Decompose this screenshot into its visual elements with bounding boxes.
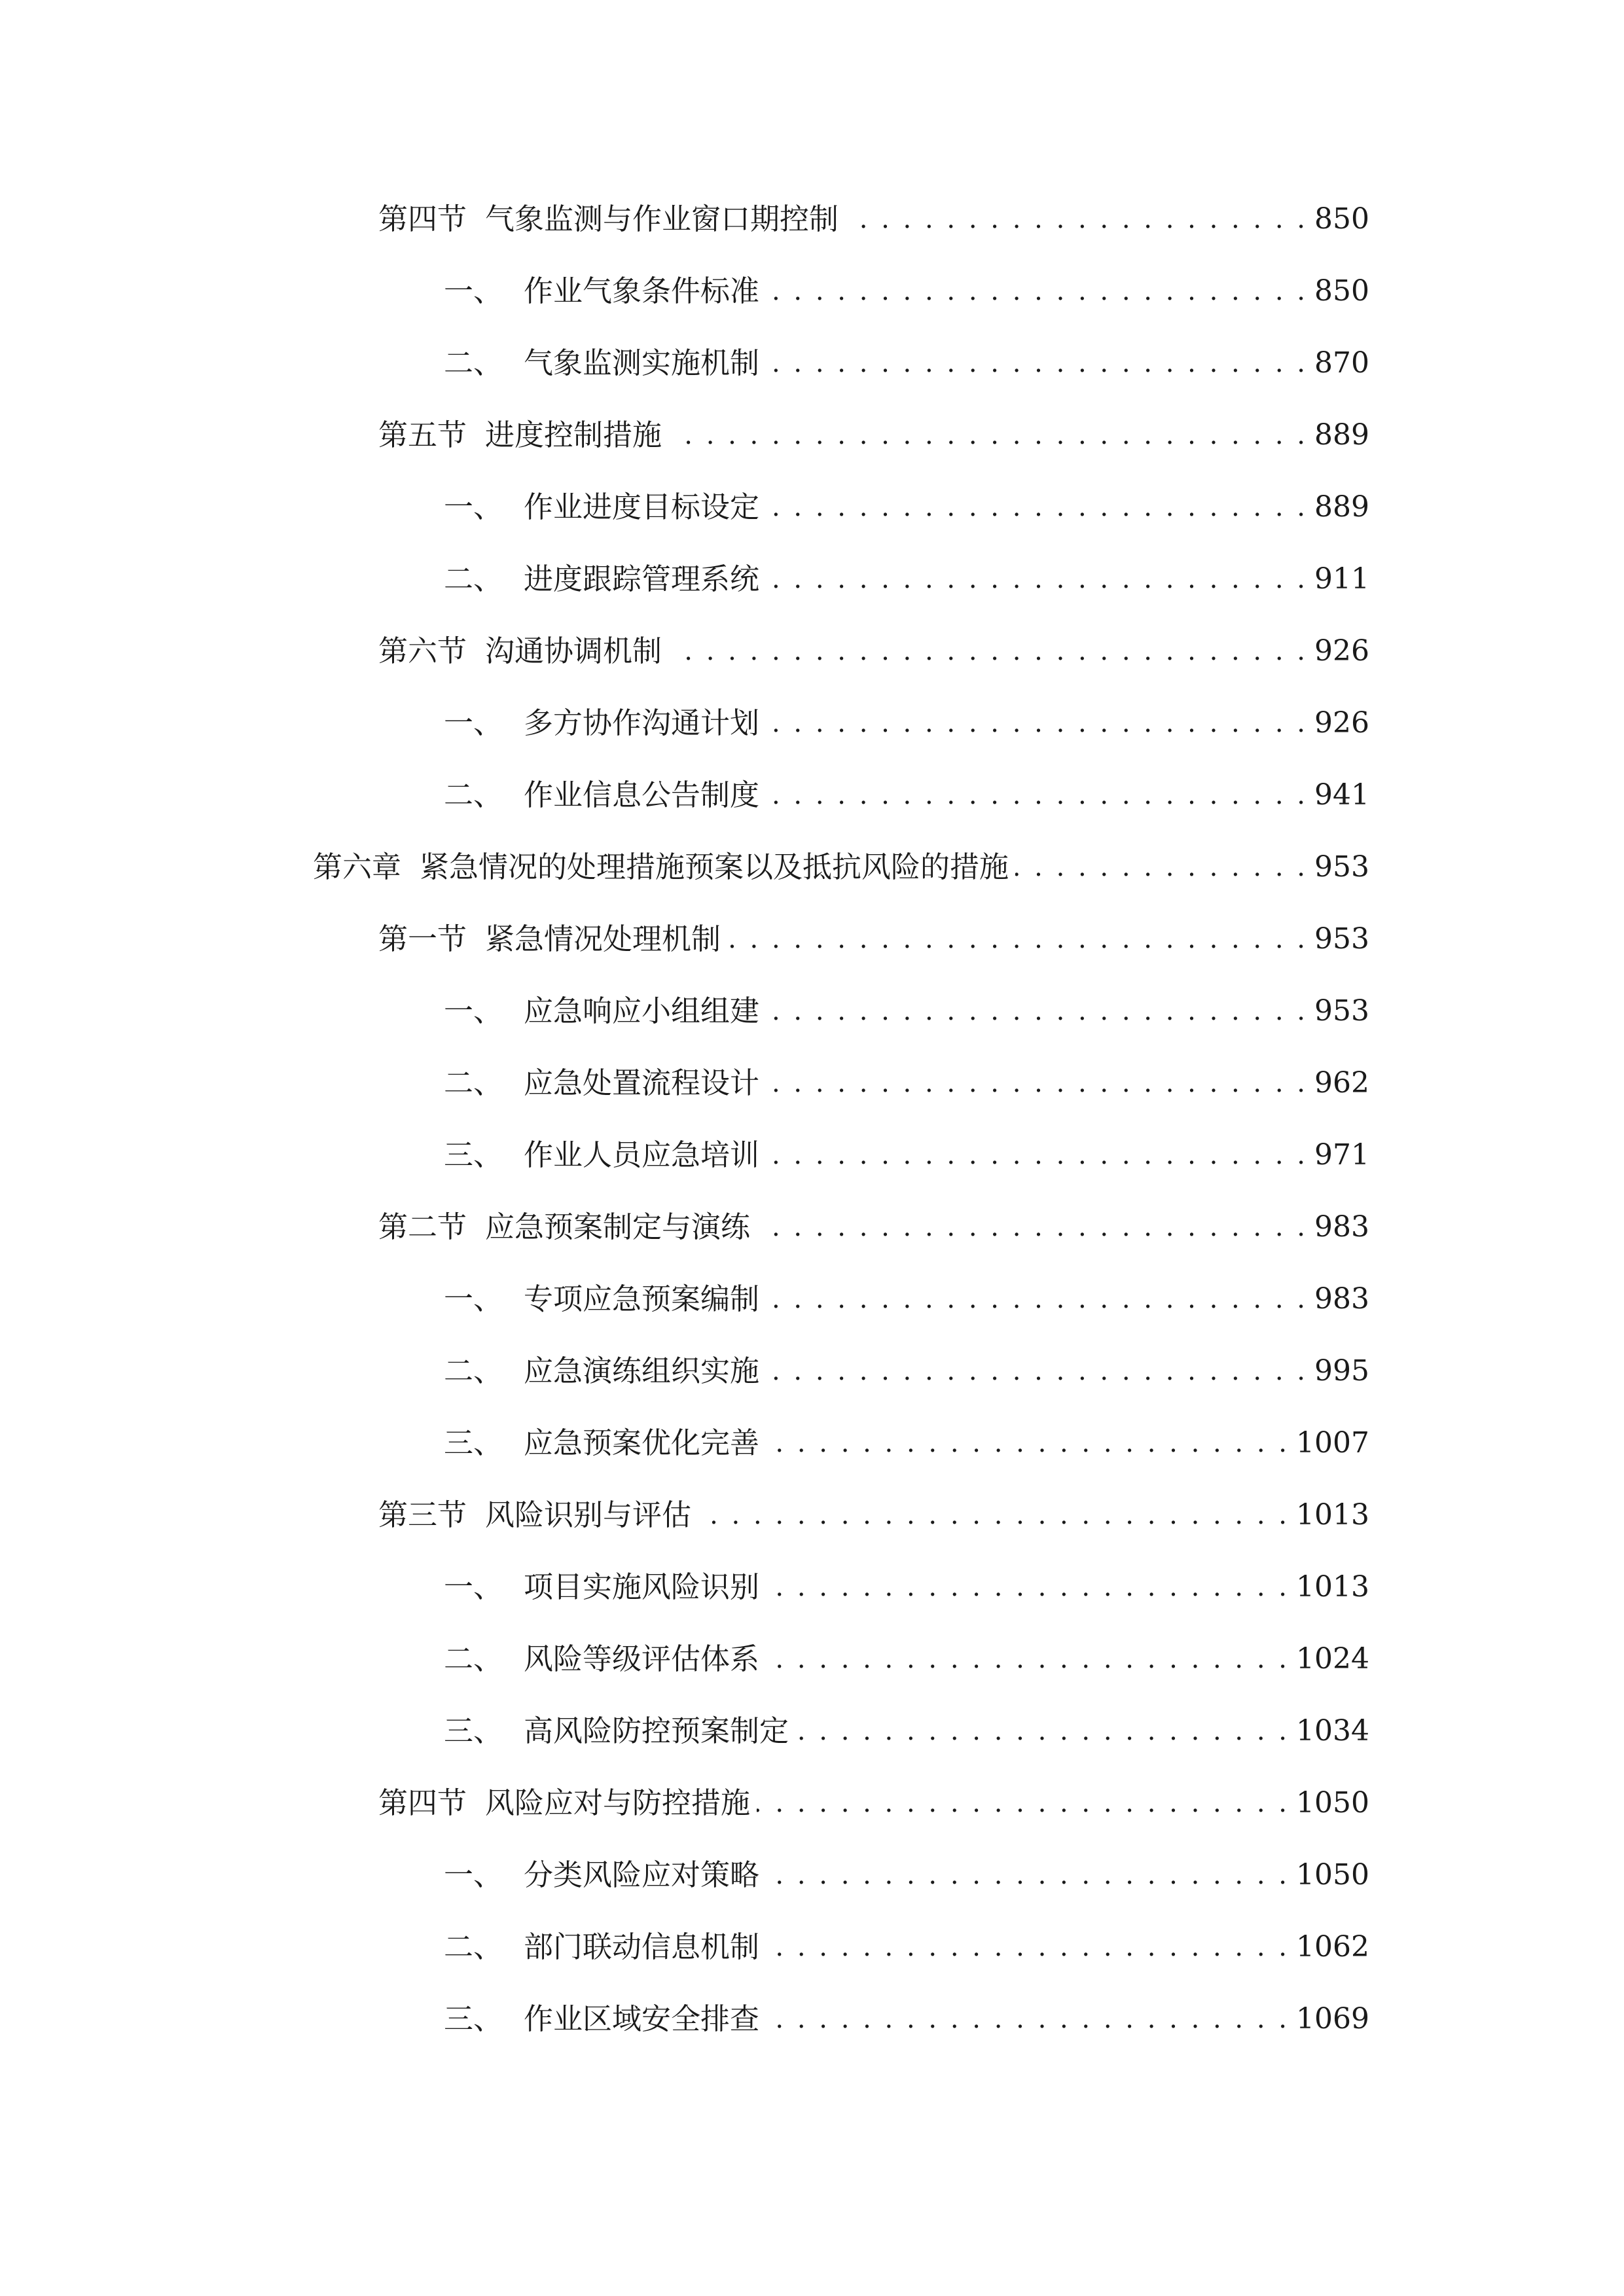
toc-entry-title: 部门联动信息机制 bbox=[524, 1929, 760, 1964]
toc-entry-page: 1013 bbox=[1296, 1570, 1369, 1604]
toc-entry-title: 气象监测实施机制 bbox=[524, 346, 760, 380]
dot-leader bbox=[766, 700, 1308, 746]
toc-entry-page: 926 bbox=[1314, 634, 1369, 668]
toc-entry-page: 850 bbox=[1314, 202, 1369, 236]
dot-leader bbox=[766, 1060, 1308, 1106]
toc-entry-item[interactable] bbox=[444, 988, 1369, 1034]
toc-entry-number: 第四节 bbox=[378, 202, 467, 236]
dot-leader bbox=[766, 1852, 1290, 1898]
toc-entry-number: 三、 bbox=[444, 1138, 503, 1172]
toc-entry-number: 一、 bbox=[444, 994, 503, 1028]
toc-entry-section[interactable] bbox=[378, 1204, 1369, 1250]
toc-entry-title: 作业信息公告制度 bbox=[524, 778, 760, 812]
toc-entry-number: 一、 bbox=[444, 706, 503, 740]
toc-entry-page: 911 bbox=[1314, 562, 1369, 596]
toc-entry-item[interactable] bbox=[444, 772, 1369, 818]
toc-entry-page: 971 bbox=[1314, 1138, 1369, 1172]
toc-entry-section[interactable] bbox=[378, 1780, 1369, 1826]
toc-entry-page: 953 bbox=[1314, 922, 1369, 956]
toc-entry-title: 作业进度目标设定 bbox=[524, 490, 760, 524]
dot-leader bbox=[766, 1636, 1290, 1682]
toc-entry-section[interactable] bbox=[378, 916, 1369, 962]
dot-leader bbox=[757, 1204, 1308, 1250]
toc-entry-number: 一、 bbox=[444, 274, 503, 308]
toc-entry-chapter[interactable] bbox=[313, 844, 1369, 890]
dot-leader bbox=[668, 628, 1308, 674]
dot-leader bbox=[668, 412, 1308, 458]
toc-entry-item[interactable] bbox=[444, 340, 1369, 386]
dot-leader bbox=[766, 1276, 1308, 1322]
toc-entry-item[interactable] bbox=[444, 1852, 1369, 1898]
toc-entry-item[interactable] bbox=[444, 700, 1369, 746]
toc-entry-page: 1024 bbox=[1296, 1642, 1369, 1676]
toc-entry-item[interactable] bbox=[444, 1636, 1369, 1682]
toc-entry-item[interactable] bbox=[444, 1420, 1369, 1466]
toc-entry-title: 项目实施风险识别 bbox=[524, 1570, 760, 1604]
toc-entry-page: 889 bbox=[1314, 418, 1369, 452]
toc-entry-item[interactable] bbox=[444, 1276, 1369, 1322]
toc-entry-item[interactable] bbox=[444, 556, 1369, 602]
toc-entry-item[interactable] bbox=[444, 1348, 1369, 1394]
toc-entry-number: 二、 bbox=[444, 562, 503, 596]
toc-entry-item[interactable] bbox=[444, 484, 1369, 530]
toc-entry-title: 作业气象条件标准 bbox=[524, 274, 760, 308]
toc-entry-title: 作业人员应急培训 bbox=[524, 1138, 760, 1172]
toc-entry-item[interactable] bbox=[444, 1996, 1369, 2042]
toc-entry-item[interactable] bbox=[444, 1060, 1369, 1106]
toc-entry-title: 应急响应小组组建 bbox=[524, 994, 760, 1028]
toc-entry-number: 二、 bbox=[444, 1066, 503, 1100]
toc-entry-page: 889 bbox=[1314, 490, 1369, 524]
toc-entry-number: 第三节 bbox=[378, 1498, 467, 1532]
dot-leader bbox=[766, 556, 1308, 602]
toc-entry-title: 应急预案制定与演练 bbox=[485, 1210, 751, 1244]
toc-entry-item[interactable] bbox=[444, 1564, 1369, 1610]
toc-entry-page: 983 bbox=[1314, 1282, 1369, 1316]
dot-leader bbox=[766, 1996, 1290, 2042]
toc-entry-item[interactable] bbox=[444, 268, 1369, 314]
toc-entry-page: 953 bbox=[1314, 994, 1369, 1028]
dot-leader bbox=[845, 196, 1308, 242]
toc-entry-page: 850 bbox=[1314, 274, 1369, 308]
toc-entry-number: 一、 bbox=[444, 1570, 503, 1604]
toc-entry-number: 二、 bbox=[444, 1354, 503, 1388]
dot-leader bbox=[766, 1924, 1290, 1970]
toc-entry-page: 983 bbox=[1314, 1210, 1369, 1244]
dot-leader bbox=[698, 1492, 1290, 1538]
toc-entry-page: 1050 bbox=[1296, 1786, 1369, 1820]
toc-entry-page: 1034 bbox=[1296, 1714, 1369, 1748]
toc-entry-page: 1069 bbox=[1296, 2002, 1369, 2036]
dot-leader bbox=[766, 340, 1308, 386]
toc-entry-title: 应急演练组织实施 bbox=[524, 1354, 760, 1388]
toc-entry-number: 三、 bbox=[444, 2001, 503, 2036]
toc-entry-page: 1007 bbox=[1296, 1426, 1369, 1460]
toc-entry-number: 一、 bbox=[444, 1857, 503, 1892]
toc-entry-title: 沟通协调机制 bbox=[485, 634, 662, 668]
toc-entry-page: 962 bbox=[1314, 1066, 1369, 1100]
toc-entry-title: 多方协作沟通计划 bbox=[524, 706, 760, 740]
toc-entry-title: 气象监测与作业窗口期控制 bbox=[485, 202, 839, 236]
toc-entry-section[interactable] bbox=[378, 628, 1369, 674]
toc-entry-number: 二、 bbox=[444, 778, 503, 812]
dot-leader bbox=[766, 1132, 1308, 1178]
toc-entry-number: 第五节 bbox=[378, 418, 467, 452]
toc-entry-number: 二、 bbox=[444, 346, 503, 380]
dot-leader bbox=[1015, 844, 1308, 890]
toc-entry-number: 第二节 bbox=[378, 1210, 467, 1244]
dot-leader bbox=[766, 1564, 1290, 1610]
toc-entry-section[interactable] bbox=[378, 1492, 1369, 1538]
toc-entry-title: 应急预案优化完善 bbox=[524, 1426, 760, 1460]
toc-entry-title: 分类风险应对策略 bbox=[524, 1857, 760, 1892]
toc-entry-page: 1050 bbox=[1296, 1858, 1369, 1892]
dot-leader bbox=[766, 772, 1308, 818]
dot-leader bbox=[757, 1780, 1290, 1826]
toc-entry-page: 953 bbox=[1314, 850, 1369, 884]
toc-entry-item[interactable] bbox=[444, 1708, 1369, 1754]
toc-entry-page: 926 bbox=[1314, 706, 1369, 740]
toc-entry-title: 风险应对与防控措施 bbox=[485, 1785, 751, 1820]
toc-entry-page: 1062 bbox=[1296, 1930, 1369, 1964]
toc-entry-title: 进度跟踪管理系统 bbox=[524, 562, 760, 596]
toc-entry-number: 一、 bbox=[444, 1282, 503, 1316]
dot-leader bbox=[766, 268, 1308, 314]
toc-entry-number: 第六章 bbox=[313, 850, 402, 884]
toc-entry-title: 进度控制措施 bbox=[485, 418, 662, 452]
dot-leader bbox=[766, 1348, 1308, 1394]
toc-entry-title: 应急处置流程设计 bbox=[524, 1066, 760, 1100]
toc-entry-number: 一、 bbox=[444, 490, 503, 524]
toc-entry-title: 风险等级评估体系 bbox=[524, 1641, 760, 1676]
toc-entry-page: 995 bbox=[1314, 1354, 1369, 1388]
toc-entry-number: 第六节 bbox=[378, 634, 467, 668]
dot-leader bbox=[766, 1420, 1290, 1466]
dot-leader bbox=[766, 988, 1308, 1034]
toc-entry-number: 第一节 bbox=[378, 922, 467, 956]
toc-entry-page: 941 bbox=[1314, 778, 1369, 812]
dot-leader bbox=[727, 916, 1308, 962]
toc-entry-section[interactable] bbox=[378, 196, 1369, 242]
toc-entry-item[interactable] bbox=[444, 1924, 1369, 1970]
toc-entry-number: 三、 bbox=[444, 1713, 503, 1748]
toc-entry-page: 1013 bbox=[1296, 1498, 1369, 1532]
toc-entry-title: 紧急情况的处理措施预案以及抵抗风险的措施 bbox=[420, 850, 1009, 884]
toc-entry-title: 紧急情况处理机制 bbox=[485, 922, 721, 956]
toc-entry-number: 二、 bbox=[444, 1641, 503, 1676]
toc-entry-title: 高风险防控预案制定 bbox=[524, 1713, 789, 1748]
toc-entry-title: 风险识别与评估 bbox=[485, 1498, 692, 1532]
toc-entry-item[interactable] bbox=[444, 1132, 1369, 1178]
dot-leader bbox=[766, 484, 1308, 530]
toc-entry-title: 专项应急预案编制 bbox=[524, 1282, 760, 1316]
dot-leader bbox=[795, 1708, 1290, 1754]
toc-entry-number: 三、 bbox=[444, 1426, 503, 1460]
toc-entry-number: 二、 bbox=[444, 1929, 503, 1964]
toc-entry-section[interactable] bbox=[378, 412, 1369, 458]
toc-entry-page: 870 bbox=[1314, 346, 1369, 380]
toc-entry-number: 第四节 bbox=[378, 1785, 467, 1820]
toc-entry-title: 作业区域安全排查 bbox=[524, 2001, 760, 2036]
